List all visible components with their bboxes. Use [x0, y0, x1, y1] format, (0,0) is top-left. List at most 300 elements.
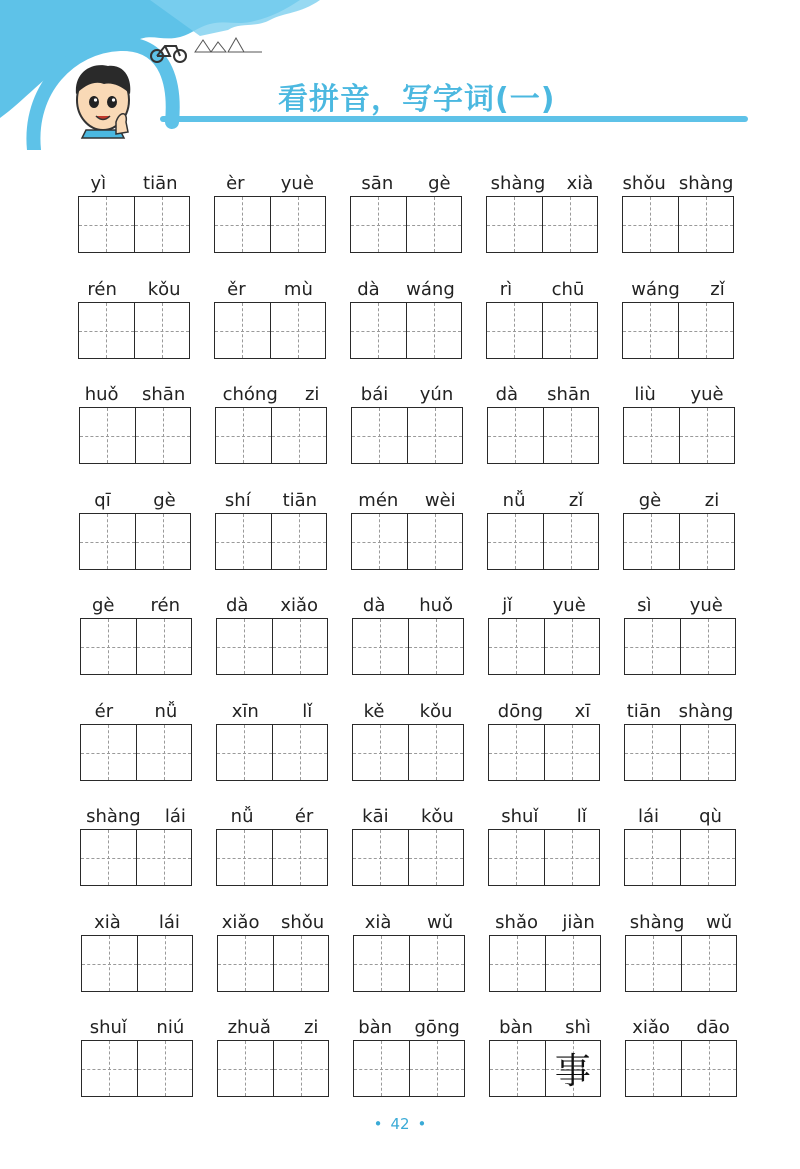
- pinyin-syllable: shì: [565, 1016, 591, 1038]
- pinyin-label: [208, 170, 332, 196]
- writing-boxes: [80, 829, 192, 886]
- word-cell: [488, 698, 600, 782]
- pinyin-syllable: shǎo: [495, 911, 539, 933]
- pinyin-syllable: shǒu: [622, 172, 666, 194]
- character-writing-box[interactable]: [272, 830, 328, 885]
- word-cell: [80, 592, 192, 676]
- writing-boxes: [488, 724, 600, 781]
- word-cell: [625, 1014, 737, 1098]
- character-writing-box[interactable]: [408, 619, 464, 674]
- character-writing-box[interactable]: [489, 830, 544, 885]
- character-writing-box[interactable]: [681, 1041, 737, 1096]
- pinyin-syllable: wáng: [631, 278, 680, 300]
- writing-boxes: [350, 302, 462, 359]
- word-cell: [489, 909, 601, 993]
- word-cell: [350, 170, 462, 254]
- pinyin-syllable: sì: [637, 594, 652, 616]
- pinyin-syllable: xiǎo: [221, 911, 260, 933]
- word-cell: [624, 803, 736, 887]
- pinyin-label: [617, 381, 741, 407]
- character-writing-box[interactable]: [354, 936, 409, 991]
- pinyin-syllable: yún: [419, 383, 454, 405]
- character-writing-box[interactable]: [353, 725, 408, 780]
- writing-boxes: [214, 302, 326, 359]
- pinyin-label: [344, 276, 468, 302]
- character-writing-box[interactable]: [82, 1041, 137, 1096]
- pinyin-syllable: zi: [704, 489, 720, 511]
- pinyin-syllable: shàng: [678, 700, 734, 722]
- writing-boxes: [216, 829, 328, 886]
- pinyin-syllable: rì: [499, 278, 513, 300]
- word-cell: [216, 592, 328, 676]
- pinyin-label: [75, 1014, 199, 1040]
- character-writing-box[interactable]: [351, 303, 406, 358]
- writing-boxes: [625, 1040, 737, 1097]
- character-writing-box[interactable]: [489, 619, 544, 674]
- pinyin-label: [346, 803, 470, 829]
- pinyin-syllable: gōng: [414, 1016, 460, 1038]
- pinyin-syllable: huǒ: [84, 383, 119, 405]
- word-cell: [625, 909, 737, 993]
- pinyin-label: [209, 381, 333, 407]
- word-cell: [486, 170, 598, 254]
- character-writing-box[interactable]: [134, 303, 190, 358]
- character-writing-box[interactable]: [543, 514, 599, 569]
- pinyin-syllable: qù: [699, 805, 722, 827]
- character-writing-box[interactable]: [624, 514, 679, 569]
- pinyin-syllable: yuè: [689, 594, 723, 616]
- word-cell: [214, 170, 326, 254]
- character-writing-box[interactable]: [135, 514, 191, 569]
- pinyin-syllable: kǒu: [147, 278, 181, 300]
- pinyin-label: [618, 803, 742, 829]
- handwritten-character: 事: [554, 1051, 591, 1092]
- writing-boxes: [216, 618, 328, 675]
- pinyin-syllable: dà: [225, 594, 249, 616]
- pinyin-syllable: chū: [551, 278, 585, 300]
- pinyin-syllable: wèi: [424, 489, 456, 511]
- pinyin-syllable: yì: [90, 172, 107, 194]
- character-writing-box[interactable]: [544, 830, 600, 885]
- writing-boxes: [489, 1040, 601, 1097]
- character-writing-box[interactable]: [680, 830, 736, 885]
- word-cell: [81, 909, 193, 993]
- word-cell: [352, 803, 464, 887]
- writing-boxes: [80, 724, 192, 781]
- character-writing-box[interactable]: [626, 936, 681, 991]
- pinyin-syllable: bàn: [499, 1016, 533, 1038]
- writing-boxes: [352, 618, 464, 675]
- character-writing-box[interactable]: [352, 514, 407, 569]
- word-cell: [352, 698, 464, 782]
- word-cell: [78, 276, 190, 360]
- writing-boxes: [214, 196, 326, 253]
- character-writing-box[interactable]: [272, 725, 328, 780]
- word-cell: [623, 487, 735, 571]
- pinyin-syllable: bàn: [358, 1016, 393, 1038]
- pinyin-syllable: sān: [361, 172, 394, 194]
- pinyin-syllable: shí: [224, 489, 251, 511]
- character-writing-box[interactable]: [679, 408, 735, 463]
- writing-boxes: [486, 196, 598, 253]
- character-writing-box[interactable]: [81, 830, 136, 885]
- pinyin-syllable: bái: [360, 383, 389, 405]
- writing-boxes: [215, 407, 327, 464]
- pinyin-syllable: dà: [362, 594, 386, 616]
- pinyin-syllable: zhuǎ: [227, 1016, 271, 1038]
- pinyin-syllable: xiǎo: [280, 594, 319, 616]
- pinyin-syllable: yuè: [690, 383, 724, 405]
- pinyin-label: [618, 698, 742, 724]
- pinyin-syllable: zi: [303, 1016, 319, 1038]
- pinyin-syllable: ěr: [227, 278, 246, 300]
- pinyin-syllable: ér: [294, 805, 314, 827]
- word-cell: [489, 1014, 601, 1098]
- character-writing-box[interactable]: [216, 514, 271, 569]
- character-writing-box[interactable]: [218, 936, 273, 991]
- writing-boxes: [352, 829, 464, 886]
- character-writing-box[interactable]: [79, 197, 134, 252]
- word-cell: [488, 803, 600, 887]
- pinyin-syllable: tiān: [143, 172, 178, 194]
- character-writing-box[interactable]: [489, 725, 544, 780]
- character-writing-box[interactable]: [409, 936, 465, 991]
- character-writing-box[interactable]: [407, 408, 463, 463]
- writing-boxes: [80, 618, 192, 675]
- pinyin-syllable: ér: [94, 700, 114, 722]
- pinyin-label: [617, 487, 741, 513]
- pinyin-syllable: zi: [304, 383, 320, 405]
- pinyin-label: [74, 803, 198, 829]
- character-writing-box[interactable]: [353, 619, 408, 674]
- character-writing-box[interactable]: [680, 619, 736, 674]
- word-cell: [350, 276, 462, 360]
- pinyin-syllable: dà: [495, 383, 519, 405]
- word-cell: [487, 381, 599, 465]
- pinyin-syllable: gè: [153, 489, 176, 511]
- writing-boxes: [350, 196, 462, 253]
- pinyin-syllable: lái: [158, 911, 180, 933]
- character-writing-box[interactable]: [542, 303, 598, 358]
- pinyin-syllable: shuǐ: [501, 805, 539, 827]
- word-cell: [622, 276, 734, 360]
- word-cell: [624, 698, 736, 782]
- word-cell: [623, 381, 735, 465]
- pinyin-label: [211, 909, 335, 935]
- writing-boxes: [79, 407, 191, 464]
- character-writing-box[interactable]: [270, 303, 326, 358]
- character-writing-box[interactable]: [215, 197, 270, 252]
- pinyin-syllable: lǐ: [302, 700, 313, 722]
- pinyin-syllable: èr: [226, 172, 245, 194]
- character-writing-box[interactable]: [407, 514, 463, 569]
- character-writing-box[interactable]: [625, 830, 680, 885]
- word-cell: [486, 276, 598, 360]
- character-writing-box[interactable]: [545, 936, 601, 991]
- pinyin-label: [483, 909, 607, 935]
- writing-boxes: [216, 724, 328, 781]
- character-writing-box[interactable]: [545, 1041, 601, 1096]
- character-writing-box[interactable]: [136, 619, 192, 674]
- character-writing-box[interactable]: [273, 1041, 329, 1096]
- pinyin-label: [74, 698, 198, 724]
- word-cell: [217, 909, 329, 993]
- character-writing-box[interactable]: [217, 725, 272, 780]
- word-cell: [81, 1014, 193, 1098]
- writing-boxes: [352, 724, 464, 781]
- writing-boxes: [353, 935, 465, 992]
- pinyin-label: [346, 698, 470, 724]
- character-writing-box[interactable]: [625, 619, 680, 674]
- word-cell: [215, 487, 327, 571]
- pinyin-label: [72, 170, 196, 196]
- pinyin-syllable: dāo: [696, 1016, 730, 1038]
- pinyin-label: [619, 909, 743, 935]
- pinyin-label: [75, 909, 199, 935]
- pinyin-syllable: gè: [92, 594, 115, 616]
- pinyin-syllable: xīn: [231, 700, 259, 722]
- word-cell: [351, 381, 463, 465]
- writing-boxes: [351, 407, 463, 464]
- pinyin-syllable: xī: [574, 700, 591, 722]
- pinyin-label: [480, 170, 604, 196]
- character-writing-box[interactable]: [81, 619, 136, 674]
- character-writing-box[interactable]: [272, 619, 328, 674]
- character-writing-box[interactable]: [354, 1041, 409, 1096]
- pinyin-syllable: xià: [566, 172, 594, 194]
- pinyin-syllable: kǒu: [420, 805, 454, 827]
- writing-boxes: [217, 935, 329, 992]
- writing-boxes: [487, 513, 599, 570]
- pinyin-label: [346, 592, 470, 618]
- word-cell: [215, 381, 327, 465]
- page-title: 看拼音，写字词(一): [278, 82, 556, 117]
- writing-boxes: [351, 513, 463, 570]
- character-writing-box[interactable]: [542, 197, 598, 252]
- character-writing-box[interactable]: [135, 408, 191, 463]
- pinyin-label: [211, 1014, 335, 1040]
- character-writing-box[interactable]: [543, 408, 599, 463]
- character-writing-box[interactable]: [623, 303, 678, 358]
- character-writing-box[interactable]: [487, 197, 542, 252]
- pinyin-syllable: shàng: [86, 805, 141, 827]
- pinyin-label: [480, 276, 604, 302]
- writing-boxes: [81, 935, 193, 992]
- pinyin-syllable: kāi: [362, 805, 389, 827]
- character-writing-box[interactable]: [681, 936, 737, 991]
- character-writing-box[interactable]: [544, 725, 600, 780]
- character-writing-box[interactable]: [137, 936, 193, 991]
- character-writing-box[interactable]: [678, 303, 734, 358]
- character-writing-box[interactable]: [490, 936, 545, 991]
- pinyin-syllable: shǒu: [281, 911, 325, 933]
- pinyin-syllable: shuǐ: [89, 1016, 127, 1038]
- pinyin-label: [616, 276, 740, 302]
- character-writing-box[interactable]: [270, 197, 326, 252]
- writing-boxes: [489, 935, 601, 992]
- pinyin-syllable: kǒu: [419, 700, 453, 722]
- character-writing-box[interactable]: [218, 1041, 273, 1096]
- pinyin-label: [345, 487, 469, 513]
- word-cell: [351, 487, 463, 571]
- character-writing-box[interactable]: [353, 830, 408, 885]
- pinyin-label: [482, 698, 606, 724]
- writing-boxes: [625, 935, 737, 992]
- writing-boxes: [486, 302, 598, 359]
- bullet-icon: •: [417, 1115, 427, 1133]
- pinyin-label: [73, 487, 197, 513]
- word-cell: [79, 487, 191, 571]
- pinyin-syllable: tiān: [282, 489, 318, 511]
- pinyin-label: [208, 276, 332, 302]
- word-cell: [488, 592, 600, 676]
- writing-boxes: [624, 724, 736, 781]
- pinyin-label: [347, 1014, 471, 1040]
- pinyin-label: [619, 1014, 743, 1040]
- character-writing-box[interactable]: [488, 408, 543, 463]
- character-writing-box[interactable]: [136, 830, 192, 885]
- pinyin-syllable: yuè: [552, 594, 586, 616]
- character-writing-box[interactable]: [81, 725, 136, 780]
- pinyin-label: [210, 698, 334, 724]
- character-writing-box[interactable]: [216, 408, 271, 463]
- pinyin-label: [618, 592, 742, 618]
- bullet-icon: •: [373, 1115, 383, 1133]
- pinyin-label: [74, 592, 198, 618]
- pinyin-syllable: shān: [142, 383, 186, 405]
- character-writing-box[interactable]: [409, 1041, 465, 1096]
- character-writing-box[interactable]: [488, 514, 543, 569]
- word-cell: [80, 803, 192, 887]
- pinyin-label: [482, 803, 606, 829]
- pinyin-syllable: gè: [428, 172, 451, 194]
- pinyin-syllable: mù: [283, 278, 313, 300]
- pinyin-label: [345, 381, 469, 407]
- pinyin-syllable: mén: [358, 489, 399, 511]
- writing-boxes: [488, 618, 600, 675]
- pinyin-syllable: dà: [357, 278, 380, 300]
- character-writing-box[interactable]: [217, 619, 272, 674]
- character-writing-box[interactable]: [271, 514, 327, 569]
- word-cell: [216, 803, 328, 887]
- character-writing-box[interactable]: [217, 830, 272, 885]
- word-cell: [214, 276, 326, 360]
- pinyin-syllable: jiàn: [562, 911, 595, 933]
- writing-boxes: [623, 513, 735, 570]
- character-writing-box[interactable]: [351, 197, 406, 252]
- writing-boxes: [624, 618, 736, 675]
- character-writing-box[interactable]: [406, 197, 462, 252]
- character-writing-box[interactable]: [625, 725, 680, 780]
- character-writing-box[interactable]: [623, 197, 678, 252]
- pinyin-label: [347, 909, 471, 935]
- writing-boxes: [78, 302, 190, 359]
- character-writing-box[interactable]: [679, 514, 735, 569]
- character-writing-box[interactable]: [137, 1041, 193, 1096]
- pinyin-syllable: jǐ: [502, 594, 513, 616]
- character-writing-box[interactable]: [273, 936, 329, 991]
- pinyin-syllable: qī: [94, 489, 111, 511]
- character-writing-box[interactable]: [80, 408, 135, 463]
- pinyin-syllable: rén: [87, 278, 117, 300]
- word-cell: [78, 170, 190, 254]
- pinyin-syllable: shàng: [629, 911, 685, 933]
- writing-boxes: [623, 407, 735, 464]
- word-cell: [216, 698, 328, 782]
- pinyin-syllable: chóng: [222, 383, 278, 405]
- pinyin-label: [344, 170, 468, 196]
- pinyin-syllable: huǒ: [419, 594, 454, 616]
- pinyin-syllable: shàng: [678, 172, 734, 194]
- character-writing-box[interactable]: [82, 936, 137, 991]
- pinyin-label: [210, 592, 334, 618]
- page-number-text: 42: [390, 1115, 410, 1133]
- word-cell: [487, 487, 599, 571]
- character-writing-box[interactable]: [408, 725, 464, 780]
- pinyin-label: [210, 803, 334, 829]
- character-writing-box[interactable]: [352, 408, 407, 463]
- pinyin-label: [209, 487, 333, 513]
- pinyin-syllable: tiān: [626, 700, 662, 722]
- pinyin-label: [73, 381, 197, 407]
- pinyin-label: [72, 276, 196, 302]
- character-writing-box[interactable]: [134, 197, 190, 252]
- pinyin-syllable: nǚ: [154, 700, 178, 722]
- character-writing-box[interactable]: [678, 197, 734, 252]
- character-writing-box[interactable]: [136, 725, 192, 780]
- word-cell: [353, 1014, 465, 1098]
- character-writing-box[interactable]: [271, 408, 327, 463]
- writing-boxes: [622, 196, 734, 253]
- character-writing-box[interactable]: [544, 619, 600, 674]
- word-cell: [352, 592, 464, 676]
- writing-boxes: [487, 407, 599, 464]
- character-writing-box[interactable]: [215, 303, 270, 358]
- writing-boxes: [624, 829, 736, 886]
- pinyin-label: [616, 170, 740, 196]
- pinyin-label: [481, 381, 605, 407]
- character-writing-box[interactable]: [406, 303, 462, 358]
- character-writing-box[interactable]: [680, 725, 736, 780]
- character-writing-box[interactable]: [624, 408, 679, 463]
- pinyin-syllable: yuè: [280, 172, 314, 194]
- character-writing-box[interactable]: [80, 514, 135, 569]
- pinyin-syllable: lái: [164, 805, 186, 827]
- word-cell: [622, 170, 734, 254]
- writing-boxes: [81, 1040, 193, 1097]
- writing-boxes: [78, 196, 190, 253]
- pinyin-syllable: wǔ: [427, 911, 454, 933]
- pinyin-syllable: liù: [634, 383, 656, 405]
- pinyin-syllable: nǚ: [230, 805, 254, 827]
- writing-boxes: [622, 302, 734, 359]
- pinyin-syllable: xiǎo: [632, 1016, 670, 1038]
- pinyin-syllable: gè: [638, 489, 662, 511]
- writing-boxes: [488, 829, 600, 886]
- pinyin-syllable: xià: [94, 911, 121, 933]
- pinyin-syllable: nǚ: [502, 489, 526, 511]
- character-writing-box[interactable]: [79, 303, 134, 358]
- character-writing-box[interactable]: [487, 303, 542, 358]
- character-writing-box[interactable]: [490, 1041, 545, 1096]
- word-cell: [624, 592, 736, 676]
- character-writing-box[interactable]: [626, 1041, 681, 1096]
- page-number: [0, 1115, 800, 1133]
- pinyin-syllable: lái: [638, 805, 660, 827]
- pinyin-syllable: xià: [364, 911, 392, 933]
- character-writing-box[interactable]: [408, 830, 464, 885]
- pinyin-syllable: shàng: [490, 172, 546, 194]
